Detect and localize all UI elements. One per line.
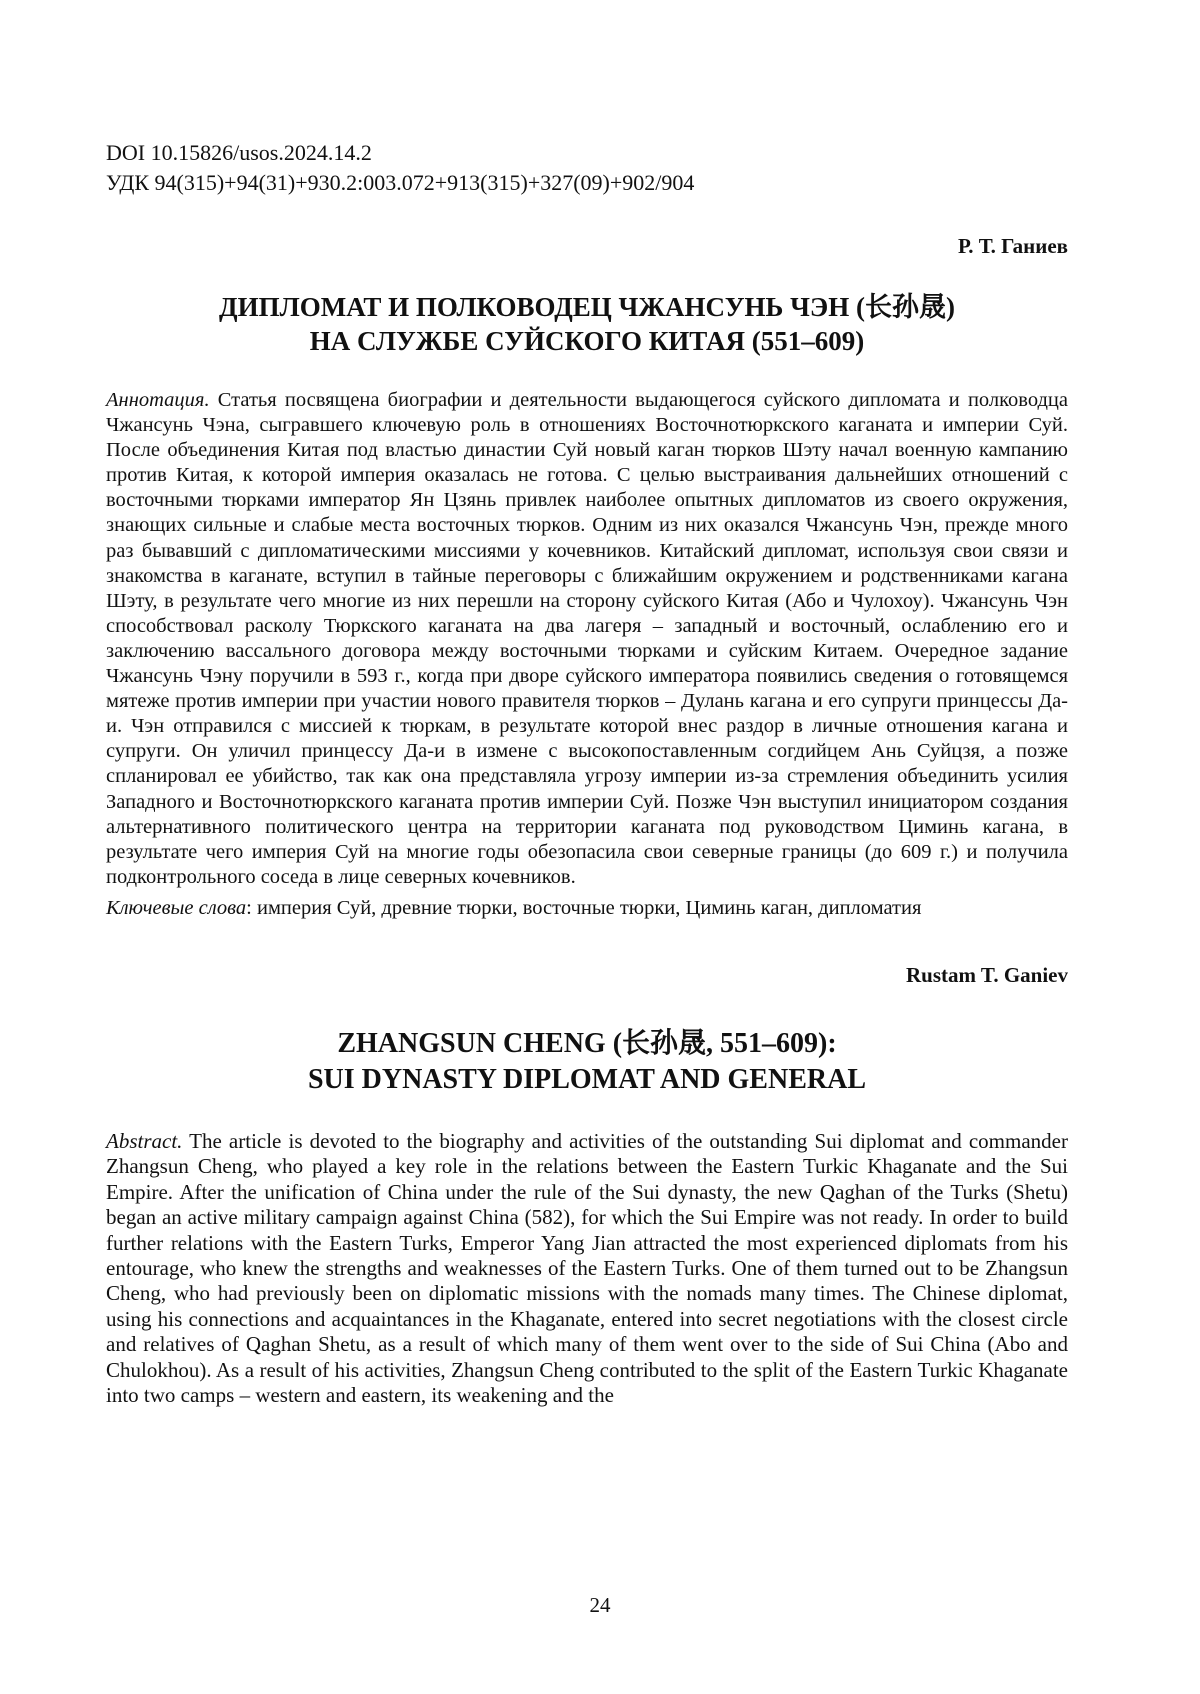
title-ru-line-2: НА СЛУЖБЕ СУЙСКОГО КИТАЯ (551–609): [309, 326, 865, 356]
keywords-ru: [106, 896, 1068, 921]
abstract-en: [106, 1129, 1068, 1408]
udk-line: УДК 94(315)+94(31)+930.2:003.072+913(315)+327(09)+902/904: [106, 170, 695, 195]
page-number: 24: [589, 1593, 611, 1617]
author-en: Rustam T. Ganiev: [906, 962, 1068, 987]
abstract-en-label: Abstract.: [106, 1128, 183, 1153]
title-en-line-2: SUI DYNASTY DIPLOMAT AND GENERAL: [307, 1063, 866, 1095]
article-title-ru: [106, 290, 1068, 358]
title-ru-line-1: ДИПЛОМАТ И ПОЛКОВОДЕЦ ЧЖАНСУНЬ ЧЭН (长孙晟): [219, 292, 955, 322]
author-ru: Р. Т. Ганиев: [958, 234, 1068, 258]
document-page: [106, 138, 1068, 1408]
abstract-ru-text: Статья посвящена биографии и деятельности выдающегося суйского дипломата и полководца Чжансунь Чэна, сыгравшего ключевую роль в отношениях Восточнотюркского каганата и империи Суй. После объединения Китая под властью династии Суй новый каган тюрков Шэту начал военную кампанию против Китая, к которой империя оказалась не готова. С целью выстраивания дальнейших отношений с восточными тюрками император Ян Цзянь привлек наиболее опытных дипломатов из своего окружения, знающих сильные и слабые места восточных тюрков. Одним из них оказался Чжансунь Чэн, прежде много раз бывавший с дипломатическими миссиями у кочевников. Китайский дипломат, используя свои связи и знакомства в каганате, вступил в тайные переговоры с ближайшим окружением и родственниками кагана Шэту, в результате чего многие из них перешли на сторону суйского Китая (Або и Чулохоу). Чжансунь Чэн способствовал расколу Тюркского каганата на два лагеря – западный и восточный, ослаблению его и заключению вассального договора между восточными тюрками и суйским Китаем. Очередное задание Чжансунь Чэну поручили в 593 г., когда при дворе суйского императора появились сведения о готовящемся мятеже против империи при участии нового правителя тюрков – Дулань кагана и его супруги принцессы Да-и. Чэн отправился с миссией к тюркам, в результате которой внес раздор в личные отношения кагана и супруги. Он уличил принцессу Да-и в измене с высокопоставленным согдийцем Ань Суйцзя, а позже спланировал ее убийство, так как она представляла угрозу империи из-за стремления объединить усилия Западного и Восточнотюркского каганата против империи Суй. Позже Чэн выступил инициатором создания альтернативного политического центра на территории каганата под руководством Циминь кагана, в результате чего империя Суй на многие годы обезопасила свои северные границы (до 609 г.) и получила подконтрольного соседа в лице северных кочевников.: [106, 389, 1068, 888]
abstract-ru: [106, 388, 1068, 890]
abstract-ru-label: Аннотация.: [106, 389, 210, 411]
abstract-en-text: The article is devoted to the biography and activities of the outstanding Sui diplomat and commander Zhangsun Cheng, who played a key role in the relations between the Eastern Turkic Khaganate and the Sui Empire. After the unification of China under the rule of the Sui dynasty, the new Qaghan of the Turks (Shetu) began an active military campaign against China (582), for which the Sui Empire was not ready. In order to build further relations with the Eastern Turks, Emperor Yang Jian attracted the most experienced diplomats from his entourage, who knew the strengths and weaknesses of the Eastern Turks. One of them turned out to be Zhangsun Cheng, who had previously been on diplomatic missions with the nomads many times. The Chinese diplomat, using his connections and acquaintances in the Khaganate, entered into secret negotiations with the closest circle and relatives of Qaghan Shetu, as a result of which many of them went over to the side of Sui China (Abo and Chulokhou). As a result of his activities, Zhangsun Cheng contributed to the split of the Eastern Turkic Khaganate into two camps – western and eastern, its weakening and the: [106, 1128, 1068, 1408]
doi-line: DOI 10.15826/usos.2024.14.2: [106, 140, 372, 165]
article-title-en: [106, 1026, 1068, 1098]
keywords-ru-label: Ключевые слова: [106, 896, 247, 919]
title-en-line-1: ZHANGSUN CHENG (长孙晟, 551–609):: [337, 1027, 837, 1059]
keywords-ru-text: : империя Суй, древние тюрки, восточные тюрки, Циминь каган, дипломатия: [246, 896, 922, 919]
